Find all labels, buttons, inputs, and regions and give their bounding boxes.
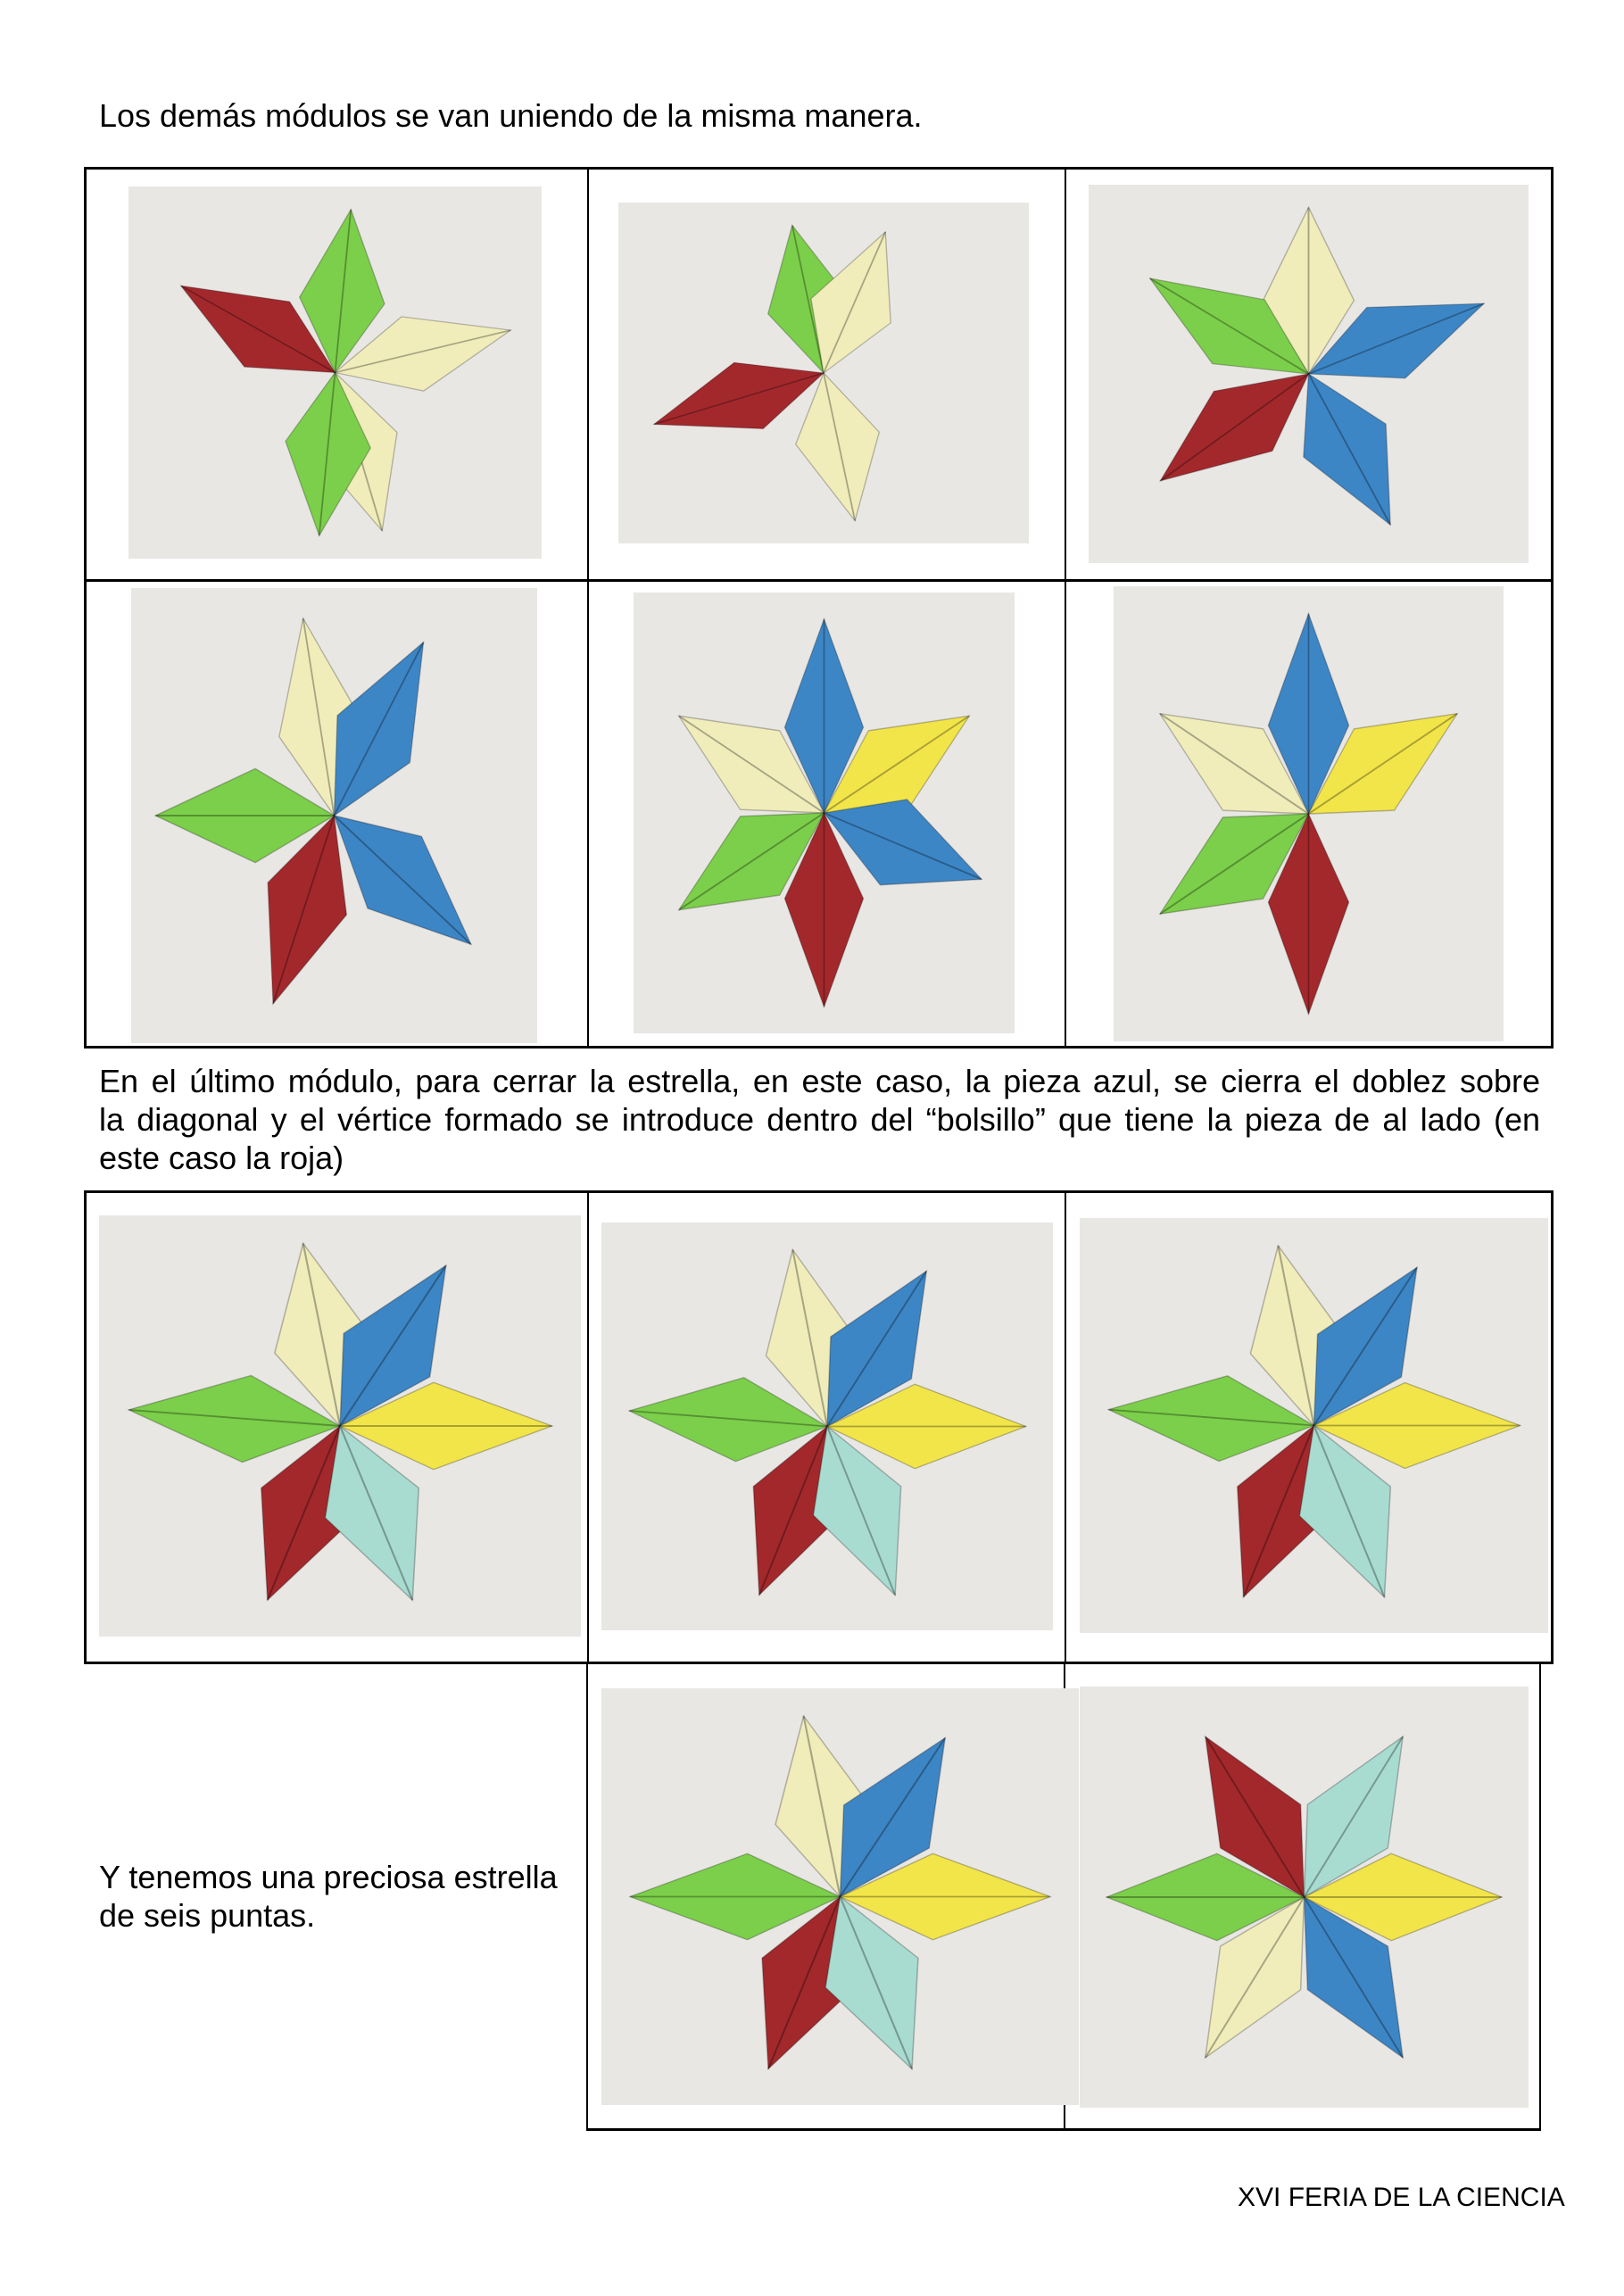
origami-step-photo-6: [1114, 586, 1504, 1041]
origami-step-photo-2: [618, 203, 1029, 543]
final-text-line: Y tenemos una preciosa estrella: [99, 1859, 558, 1895]
closing-step-photo-2: [601, 1223, 1053, 1630]
origami-step-photo-4: [131, 588, 537, 1043]
paragraph-line: la diagonal y el vértice formado se introduce dentro del “bolsillo” que tiene la pieza de al lado (en: [99, 1101, 1540, 1138]
origami-step-photo-3: [1089, 185, 1529, 563]
final-star-back-photo: [1080, 1687, 1529, 2108]
column-divider: [1065, 170, 1066, 1046]
intro-text: Los demás módulos se van uniendo de la misma manera.: [99, 97, 923, 134]
final-text-line: de seis puntas.: [99, 1897, 316, 1934]
closing-step-photo-3: [1080, 1218, 1548, 1633]
paragraph-line: En el último módulo, para cerrar la estrella, en este caso, la pieza azul, se cierra el doblez sobre: [99, 1063, 1540, 1099]
column-divider: [587, 170, 589, 1046]
final-star-front-photo: [601, 1688, 1079, 2105]
origami-step-photo-5: [634, 593, 1015, 1033]
column-divider: [1065, 1193, 1066, 1662]
instruction-paragraph: [99, 1062, 1540, 1177]
footer-text: XVI FERIA DE LA CIENCIA: [1238, 2183, 1565, 2212]
column-divider: [587, 1193, 589, 1662]
closing-step-photo-1: [99, 1215, 581, 1637]
row-divider: [87, 579, 1551, 582]
origami-step-photo-1: [128, 186, 542, 559]
final-text: [99, 1858, 558, 1935]
paragraph-line: este caso la roja): [99, 1140, 344, 1176]
